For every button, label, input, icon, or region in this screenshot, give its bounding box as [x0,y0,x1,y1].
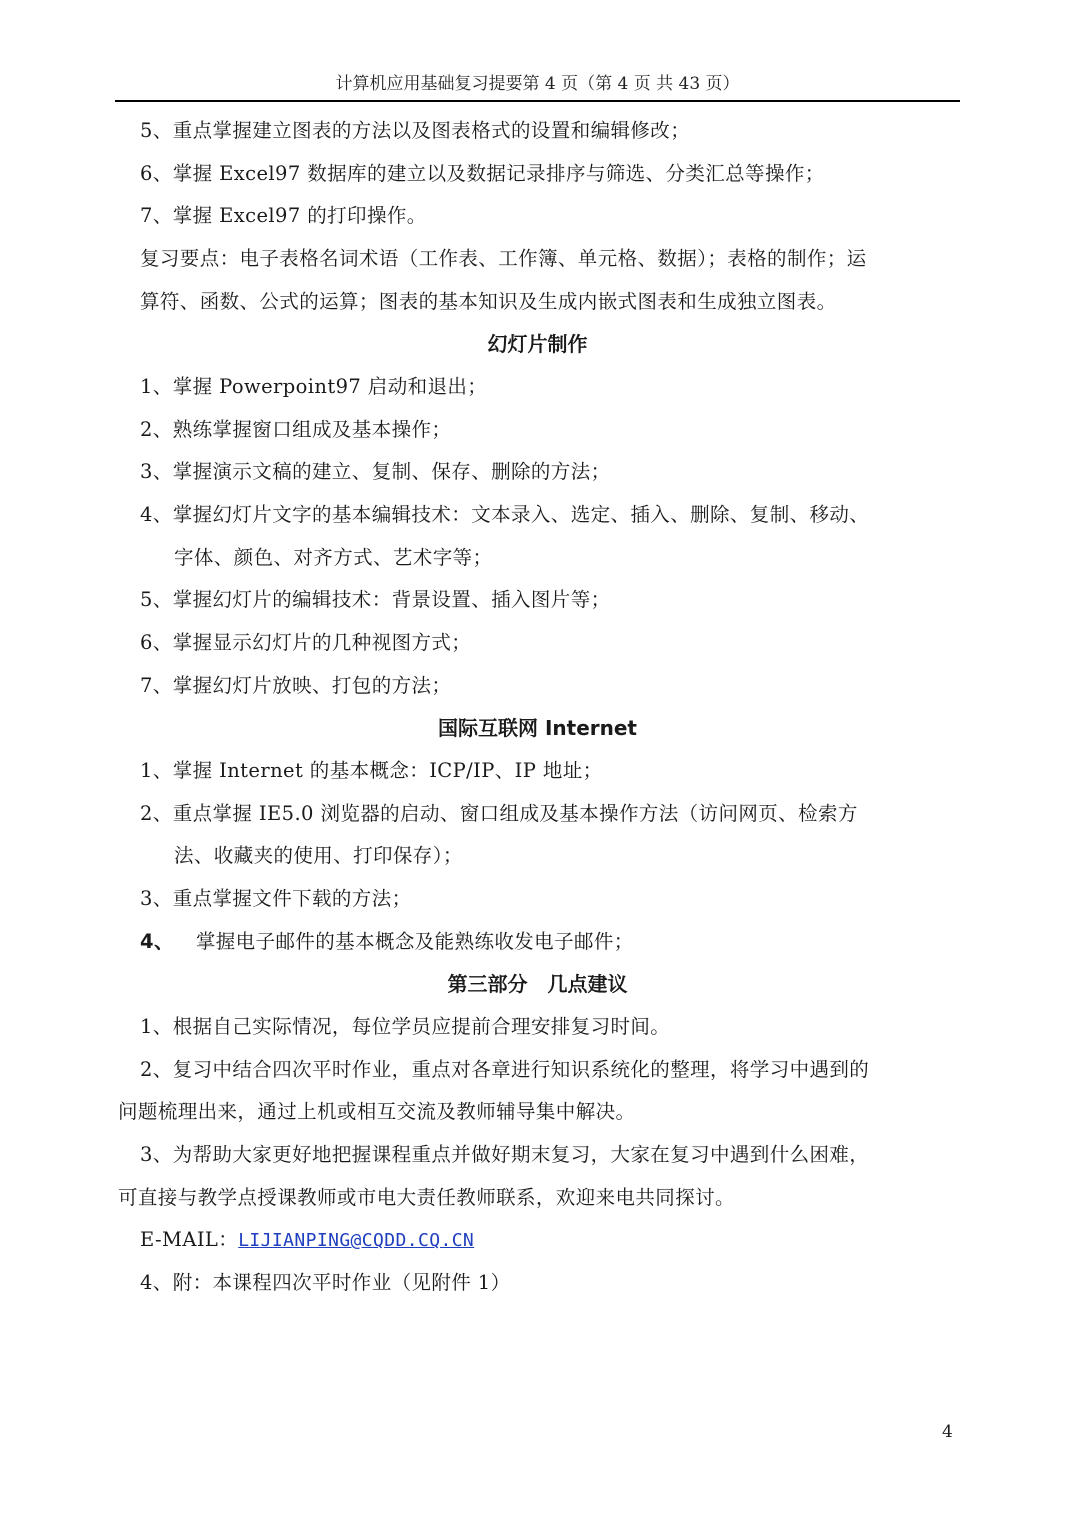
paragraph-line: 2、复习中结合四次平时作业，重点对各章进行知识系统化的整理，将学习中遇到的 [140,1058,870,1081]
email-link[interactable]: LIJIANPING@CQDD.CQ.CN [238,1230,475,1251]
section-title-internet: 国际互联网 Internet [438,716,637,740]
list-item-text: 掌握电子邮件的基本概念及能熟练收发电子邮件； [195,930,634,953]
list-item: 1、掌握 Internet 的基本概念：ICP/IP、IP 地址； [140,759,603,782]
header-divider [115,100,960,102]
list-item [140,928,634,956]
list-item-continuation: 字体、颜色、对齐方式、艺术字等； [174,546,493,569]
list-item: 7、掌握幻灯片放映、打包的方法； [140,674,452,697]
list-item: 4、掌握幻灯片文字的基本编辑技术：文本录入、选定、插入、删除、复制、移动、 [140,503,870,526]
running-header: 计算机应用基础复习提要第 4 页（第 4 页 共 43 页） [335,74,740,94]
paragraph-line: 3、为帮助大家更好地把握课程重点并做好期末复习，大家在复习中遇到什么困难， [140,1143,870,1166]
section-title-part3: 第三部分 几点建议 [447,972,628,996]
paragraph-line: 可直接与教学点授课教师或市电大责任教师联系，欢迎来电共同探讨。 [118,1186,735,1209]
email-label: E-MAIL： [140,1228,239,1251]
list-item: 5、重点掌握建立图表的方法以及图表格式的设置和编辑修改； [140,119,691,142]
list-item: 7、掌握 Excel97 的打印操作。 [140,204,427,227]
list-item: 1、掌握 Powerpoint97 启动和退出； [140,375,488,398]
page-number: 4 [942,1422,953,1442]
list-item: 6、掌握 Excel97 数据库的建立以及数据记录排序与筛选、分类汇总等操作； [140,162,825,185]
list-item-number: 4、 [140,930,174,953]
list-item-continuation: 法、收藏夹的使用、打印保存）； [174,844,463,867]
list-item: 4、附：本课程四次平时作业（见附件 1） [140,1271,511,1294]
list-item: 2、重点掌握 IE5.0 浏览器的启动、窗口组成及基本操作方法（访问网页、检索方 [140,802,858,825]
list-item: 5、掌握幻灯片的编辑技术：背景设置、插入图片等； [140,588,611,611]
list-item: 3、重点掌握文件下载的方法； [140,887,412,910]
review-points-line: 复习要点：电子表格名词术语（工作表、工作簿、单元格、数据）；表格的制作；运 [140,247,867,270]
list-item: 2、熟练掌握窗口组成及基本操作； [140,418,452,441]
paragraph-line: 问题梳理出来，通过上机或相互交流及教师辅导集中解决。 [118,1100,636,1123]
review-points-line: 算符、函数、公式的运算；图表的基本知识及生成内嵌式图表和生成独立图表。 [140,290,837,313]
list-item: 3、掌握演示文稿的建立、复制、保存、删除的方法； [140,460,611,483]
list-item: 1、根据自己实际情况，每位学员应提前合理安排复习时间。 [140,1015,671,1038]
email-line [140,1226,474,1255]
list-item: 6、掌握显示幻灯片的几种视图方式； [140,631,472,654]
section-title-ppt: 幻灯片制作 [487,332,588,356]
